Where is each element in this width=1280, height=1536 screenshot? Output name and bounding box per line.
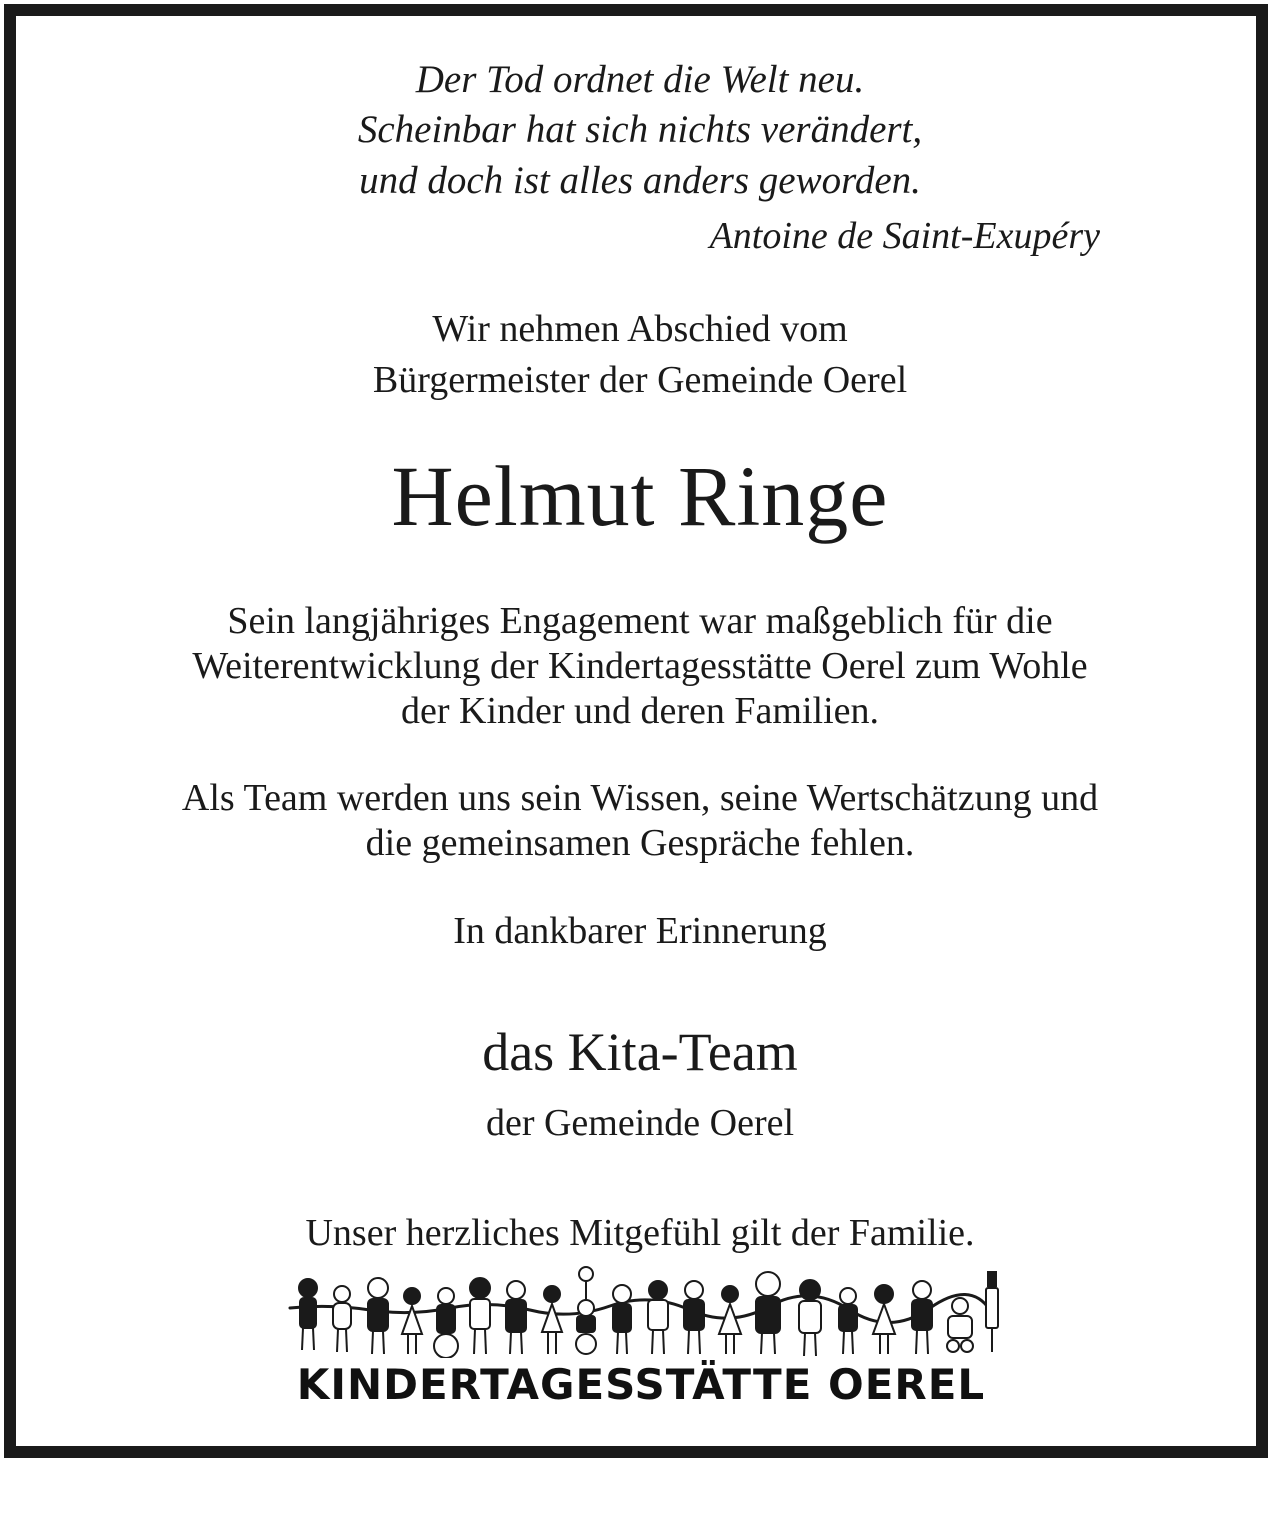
signature-team: das Kita-Team bbox=[482, 1022, 798, 1082]
closing-text: In dankbarer Erinnerung bbox=[453, 910, 827, 952]
intro-line-2: Bürgermeister der Gemeinde Oerel bbox=[372, 359, 908, 401]
quote-line-2: Scheinbar hat sich nichts verändert, bbox=[357, 108, 923, 151]
children-holding-hands-icon bbox=[270, 1266, 1010, 1358]
signature-org: der Gemeinde Oerel bbox=[485, 1102, 795, 1144]
condolence-text: Unser herzliches Mitgefühl gilt der Familie. bbox=[305, 1212, 975, 1254]
paragraph1-line-1: Sein langjähriges Engagement war maßgeblich für die bbox=[227, 600, 1053, 642]
paragraph2-line-2: die gemeinsamen Gespräche fehlen. bbox=[365, 822, 915, 864]
quote-line-3: und doch ist alles anders geworden. bbox=[359, 159, 921, 202]
paragraph1-line-3: der Kinder und deren Familien. bbox=[400, 690, 880, 732]
deceased-name: Helmut Ringe bbox=[391, 448, 889, 544]
quote-author: Antoine de Saint-Exupéry bbox=[709, 215, 1100, 257]
paragraph2-line-1: Als Team werden uns sein Wissen, seine Wertschätzung und bbox=[181, 777, 1099, 819]
quote-line-1: Der Tod ordnet die Welt neu. bbox=[415, 58, 865, 101]
kita-logo-text: KINDERTAGESSTÄTTE OEREL bbox=[296, 1360, 986, 1409]
paragraph1-line-2: Weiterentwicklung der Kindertagesstätte Oerel zum Wohle bbox=[192, 645, 1088, 687]
intro-line-1: Wir nehmen Abschied vom bbox=[432, 308, 848, 350]
